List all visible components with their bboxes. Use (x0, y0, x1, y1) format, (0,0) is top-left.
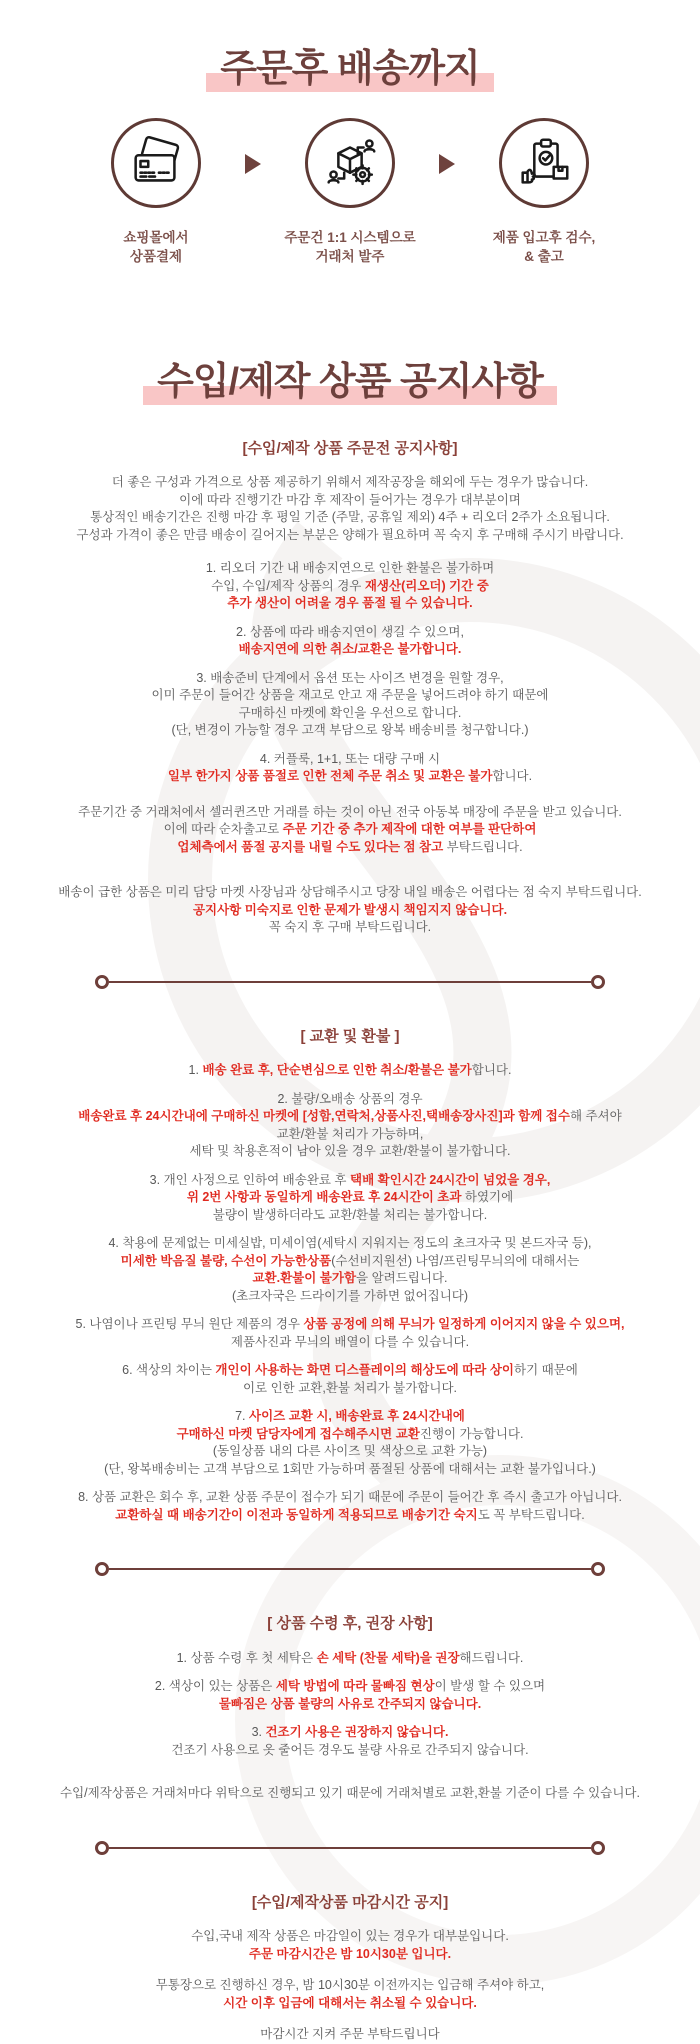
deadline-item-2 (0, 1977, 700, 2012)
page-title (0, 0, 700, 92)
step-label-line: 주문건 1:1 시스템으로 (284, 229, 416, 245)
text-line: 2. 색상이 있는 상품은 세탁 방법에 따라 물빠짐 현상이 발생 할 수 있으며 (154, 1679, 546, 1693)
text-line: 무통장으로 진행하신 경우, 밤 10시30분 이전까지는 입금해 주셔야 하고, (155, 1978, 545, 1992)
text-line: 추가 생산이 어려울 경우 품절 될 수 있습니다. (227, 596, 473, 610)
divider-end-dot (95, 1841, 109, 1855)
text-line: 교환.환불이 불가함을 알려드립니다. (252, 1271, 448, 1285)
credit-card-icon (125, 132, 187, 194)
step-payment (67, 118, 245, 267)
preorder-vendor-note (0, 804, 700, 857)
deadline-item-1 (0, 1928, 700, 1963)
inspection-icon (513, 132, 575, 194)
deadline-subheading: [수입/제작상품 마감시간 공지] (251, 1893, 449, 1911)
step-label-line: 쇼핑몰에서 (123, 229, 189, 245)
exchange-item-3 (0, 1172, 700, 1225)
care-item-3 (0, 1724, 700, 1759)
text-line: 7. 사이즈 교환 시, 배송완료 후 24시간내에 (235, 1409, 465, 1423)
text-line: 물빠짐은 상품 불량의 사유로 간주되지 않습니다. (218, 1696, 482, 1711)
divider-end-dot (591, 1562, 605, 1576)
text-line: 미세한 박음질 불량, 수선이 가능한상품(수선비지원선) 나염/프린팅무늬의에 대해서는 (120, 1253, 580, 1268)
notice-sections (0, 439, 700, 2044)
text-line: 1. 상품 수령 후 첫 세탁은 손 세탁 (찬물 세탁)을 권장해드립니다. (176, 1650, 524, 1665)
text-line: (동일상품 내의 다른 사이즈 및 색상으로 교환 가능) (212, 1444, 488, 1458)
notice-title-text: 수입/제작 상품 공지사항 (157, 360, 543, 403)
text-line: 주문 마감시간은 밤 10시30분 입니다. (248, 1946, 452, 1961)
text-line: 불량이 발생하더라도 교환/환불 처리는 불가합니다. (212, 1207, 488, 1222)
order-to-delivery-section (0, 0, 700, 267)
text-line: 일부 한가지 상품 품절로 인한 전체 주문 취소 및 교환은 불가합니다. (167, 769, 533, 783)
step-order-system (261, 118, 439, 267)
exchange-item-2 (0, 1091, 700, 1161)
exchange-item-7 (0, 1408, 700, 1478)
preorder-urgent-note (0, 884, 700, 937)
exchange-subheading: [ 교환 및 환불 ] (300, 1027, 400, 1045)
text-line: 더 좋은 구성과 가격으로 상품 제공하기 위해서 제작공장을 해외에 두는 경우가 많습니다. (111, 475, 589, 489)
text-line: 건조기 사용으로 옷 줄어든 경우도 불량 사유로 간주되지 않습니다. (171, 1742, 529, 1757)
text-line: 구성과 가격이 좋은 만큼 배송이 길어지는 부분은 양해가 필요하며 꼭 숙지 후 구매해 주시기 바랍니다. (76, 527, 624, 542)
divider-end-dot (95, 1562, 109, 1576)
text-line: 1. 배송 완료 후, 단순변심으로 인한 취소/환불은 불가합니다. (188, 1063, 512, 1077)
text-line: 2. 상품에 따라 배송지연이 생길 수 있으며, (236, 624, 464, 639)
text-line: 4. 착용에 문제없는 미세실밥, 미세이염(세탁시 지워지는 정도의 초크자국 및 본드자국 등), (108, 1236, 592, 1250)
text-line: 4. 커플룩, 1+1, 또는 대량 구매 시 (259, 751, 441, 766)
care-consignment-note (0, 1785, 700, 1803)
divider-end-dot (591, 1841, 605, 1855)
text-line: 주문기간 중 거래처에서 셀러퀸즈만 거래를 하는 것이 아닌 전국 아동복 매장에 주문을 받고 있습니다. (78, 804, 622, 819)
text-line: 이로 인한 교환,환불 처리가 불가합니다. (242, 1380, 458, 1395)
step-label-line: 제품 입고후 검수, (492, 229, 596, 245)
text-line: (단, 왕복배송비는 고객 부담으로 1회만 가능하며 품절된 상품에 대해서는 교환 불가입니다.) (104, 1461, 596, 1476)
text-line: 2. 불량/오배송 상품의 경우 (277, 1091, 423, 1106)
text-line: 1. 리오더 기간 내 배송지연으로 인한 환불은 불가하며 (205, 561, 495, 575)
section-divider-2 (95, 1562, 605, 1576)
care-item-2 (0, 1678, 700, 1713)
preorder-item-4 (0, 751, 700, 786)
deadline-closing-note (0, 2026, 700, 2044)
step-circle (111, 118, 201, 208)
text-line: 마감시간 지켜 주문 부탁드립니다 (260, 2027, 440, 2041)
text-line: 배송이 급한 상품은 미리 담당 마켓 사장님과 상담해주시고 당장 내일 배송은 어렵다는 점 숙지 부탁드립니다. (58, 885, 642, 899)
text-line: 배송지연에 의한 취소/교환은 불가합니다. (238, 642, 462, 656)
text-line: 이에 따라 순차출고로 주문 기간 중 추가 제작에 대한 여부를 판단하여 (163, 822, 537, 836)
divider-end-dot (591, 975, 605, 989)
divider-line (109, 1568, 591, 1570)
text-line: 공지사항 미숙지로 인한 문제가 발생시 책임지지 않습니다. (192, 902, 508, 917)
text-line: 수입, 수입/제작 상품의 경우 재생산(리오더) 기간 중 (211, 578, 489, 593)
text-line: 구매하신 마켓 담당자에게 접수해주시면 교환진행이 가능합니다. (176, 1426, 524, 1441)
text-line: 3. 건조기 사용은 권장하지 않습니다. (251, 1725, 449, 1739)
text-line: 이미 주문이 들어간 상품을 재고로 안고 재 주문을 넣어드려야 하기 때문에 (151, 688, 549, 702)
text-line: 교환하실 때 배송기간이 이전과 동일하게 적용되므로 배송기간 숙지도 꼭 부탁드립니다. (115, 1507, 585, 1522)
exchange-item-1 (0, 1062, 700, 1080)
exchange-item-8 (0, 1489, 700, 1524)
text-line: (초크자국은 드라이기를 가하면 없어집니다) (231, 1288, 469, 1303)
preorder-intro (0, 474, 700, 544)
text-line: 시간 이후 입금에 대해서는 취소될 수 있습니다. (223, 1995, 477, 2010)
text-line: 6. 색상의 차이는 개인이 사용하는 화면 디스플레이의 해상도에 따라 상이하기 때문에 (122, 1363, 578, 1377)
page-title-text: 주문후 배송까지 (220, 48, 480, 90)
exchange-item-6 (0, 1362, 700, 1397)
text-line: 수입/제작상품은 거래처마다 위탁으로 진행되고 있기 때문에 거래처별로 교환,환불 기준이 다를 수 있습니다. (60, 1786, 640, 1800)
text-line: 이에 따라 진행기간 마감 후 제작이 들어가는 경우가 대부분이며 (179, 492, 521, 507)
text-line: 5. 나염이나 프린팅 무늬 원단 제품의 경우 상품 공정에 의해 무늬가 일정하게 이어지지 않을 수 있으며, (75, 1317, 625, 1331)
step-label-line: 거래처 발주 (315, 249, 385, 265)
text-line: 제품사진과 무늬의 배열이 다를 수 있습니다. (230, 1334, 470, 1349)
exchange-item-5 (0, 1316, 700, 1351)
preorder-subheading: [수입/제작 상품 주문전 공지사항] (242, 439, 458, 457)
care-item-1 (0, 1650, 700, 1668)
divider-line (109, 1847, 591, 1849)
arrow-right-icon (245, 154, 261, 174)
order-process-steps (0, 118, 700, 267)
text-line: 배송완료 후 24시간내에 구매하신 마켓에 [성함,연락처,상품사진,택배송장사진]과 함께 접수해 주셔야 (78, 1109, 622, 1123)
step-circle (305, 118, 395, 208)
divider-line (109, 981, 591, 983)
step-circle (499, 118, 589, 208)
step-label-line: 상품결제 (129, 249, 183, 265)
preorder-item-2 (0, 624, 700, 659)
text-line: 구매하신 마켓에 확인을 우선으로 합니다. (238, 705, 462, 720)
step-inspection (455, 118, 633, 267)
text-line: 업체측에서 품절 공지를 내릴 수도 있다는 점 참고 부탁드립니다. (177, 839, 523, 854)
text-line: (단, 변경이 가능할 경우 고객 부담으로 왕복 배송비를 청구합니다.) (171, 723, 529, 737)
section-divider-3 (95, 1841, 605, 1855)
exchange-item-4 (0, 1235, 700, 1305)
section-divider-1 (95, 975, 605, 989)
text-line: 통상적인 배송기간은 진행 마감 후 평일 기준 (주말, 공휴일 제외) 4주 + 리오더 2주가 소요됩니다. (90, 510, 610, 524)
text-line: 위 2번 사항과 동일하게 배송완료 후 24시간이 초과 하였기에 (186, 1190, 514, 1204)
text-line: 꼭 숙지 후 구매 부탁드립니다. (268, 920, 432, 934)
preorder-item-3 (0, 670, 700, 740)
text-line: 교환/환불 처리가 가능하며, (276, 1126, 424, 1141)
preorder-item-1 (0, 560, 700, 613)
order-system-icon (319, 132, 381, 194)
divider-end-dot (95, 975, 109, 989)
arrow-right-icon (439, 154, 455, 174)
text-line: 세탁 및 착용흔적이 남아 있을 경우 교환/환불이 불가합니다. (189, 1144, 511, 1158)
step-label-line: & 출고 (524, 249, 564, 265)
text-line: 수입,국내 제작 상품은 마감일이 있는 경우가 대부분입니다. (191, 1929, 509, 1943)
care-subheading: [ 상품 수령 후, 권장 사항] (267, 1615, 433, 1632)
text-line: 3. 배송준비 단계에서 옵션 또는 사이즈 변경을 원할 경우, (196, 670, 504, 685)
notice-title (0, 361, 700, 405)
text-line: 3. 개인 사정으로 인하여 배송완료 후 택배 확인시간 24시간이 넘었을 경우, (149, 1172, 551, 1187)
step-payment-label (123, 228, 188, 267)
text-line: 8. 상품 교환은 회수 후, 교환 상품 주문이 접수가 되기 때문에 주문이 들어간 후 즉시 출고가 아닙니다. (78, 1490, 622, 1504)
step-order-system-label (284, 228, 415, 267)
step-inspection-label (493, 228, 596, 267)
